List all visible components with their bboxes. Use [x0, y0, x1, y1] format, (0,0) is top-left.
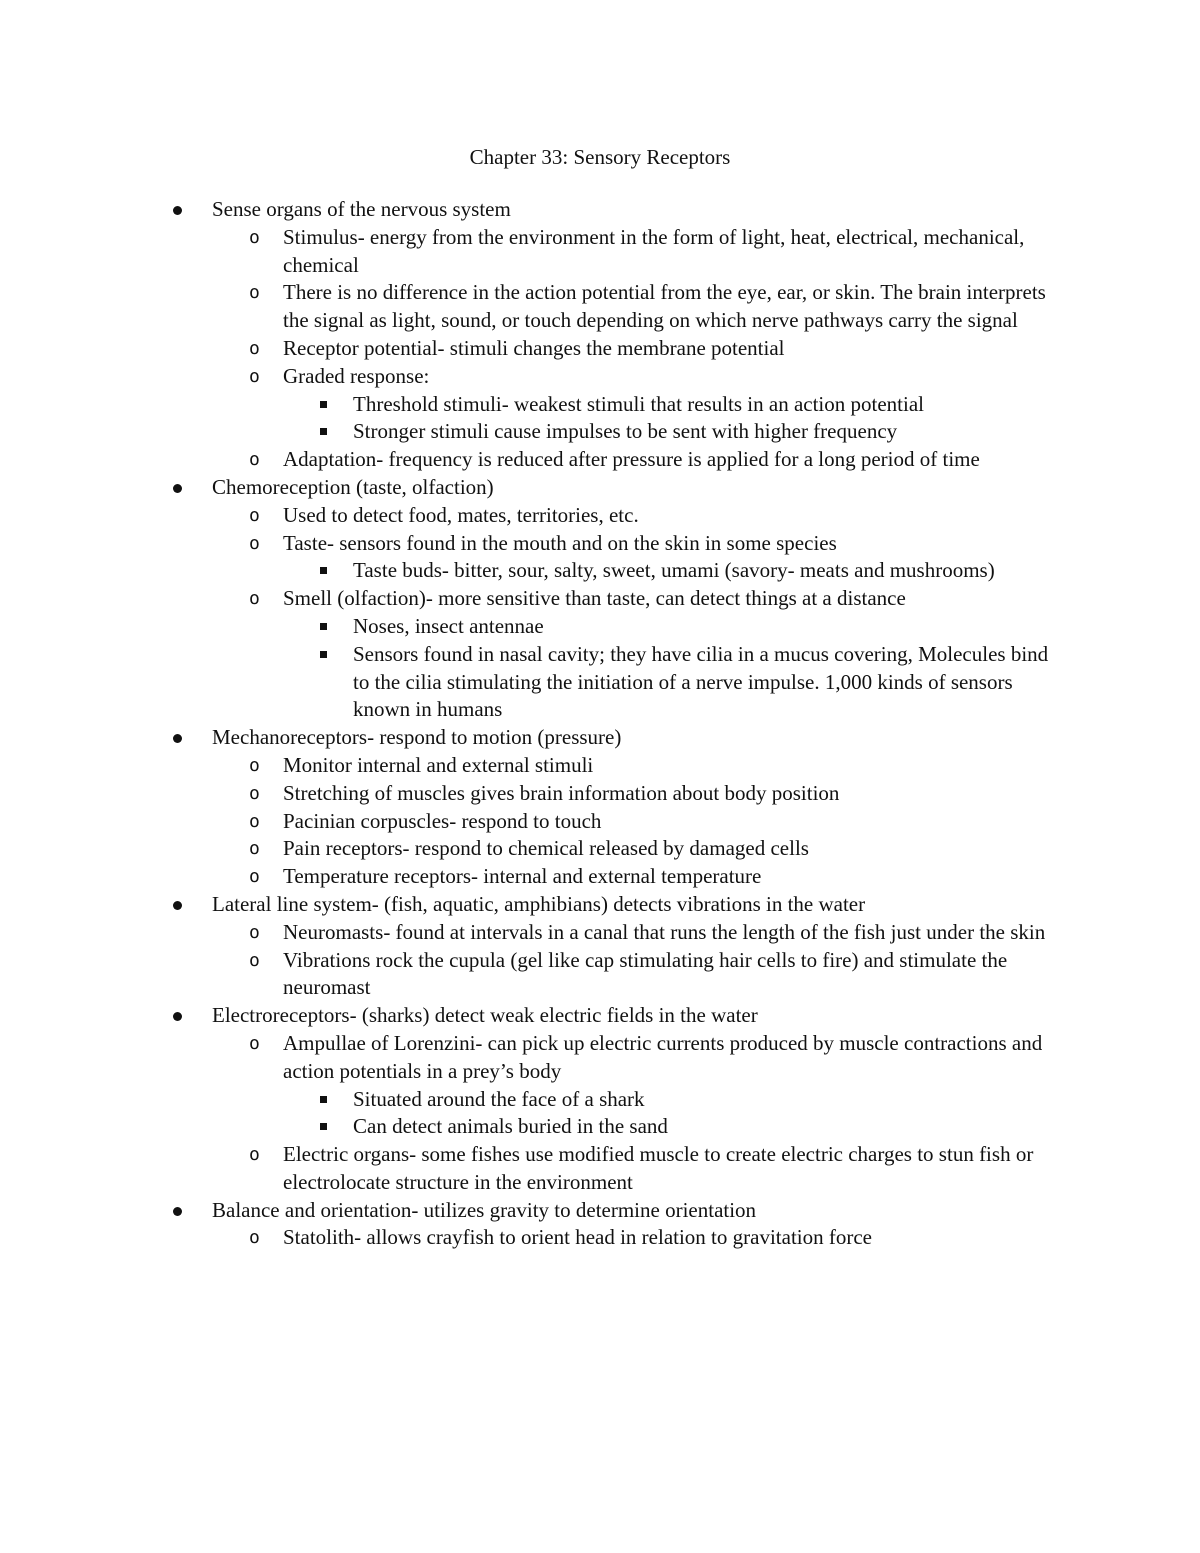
bullet-text: Balance and orientation- utilizes gravity to determine orientation — [212, 1197, 1062, 1225]
sub-sub-bullet-text: Threshold stimuli- weakest stimuli that results in an action potential — [353, 391, 1062, 419]
sub-list — [212, 502, 1062, 724]
sub-bullet-text: o Receptor potential- stimuli changes the membrane potential — [283, 335, 1062, 363]
sub-bullet-text: o Stretching of muscles gives brain information about body position — [283, 780, 1062, 808]
sub-sub-list — [283, 391, 1062, 447]
sub-bullet-item — [0, 363, 1062, 446]
sub-bullet-item — [0, 1030, 1062, 1141]
sub-list — [212, 919, 1062, 1002]
sub-bullet-item — [0, 530, 1062, 586]
sub-bullet-item — [0, 585, 1062, 724]
sub-bullet-item — [0, 224, 1062, 280]
sub-bullet-item — [0, 780, 1062, 808]
bullet-item — [0, 1002, 1200, 1197]
sub-sub-bullet-text: Sensors found in nasal cavity; they have cilia in a mucus covering, Molecules bind to the cilia stimulating the initiation of a nerve impulse. 1,000 kinds of sensors known in humans — [353, 641, 1062, 724]
outline-list — [0, 196, 1200, 1252]
sub-bullet-item — [0, 1224, 1062, 1252]
sub-bullet-item — [0, 947, 1062, 1003]
sub-bullet-text: o Neuromasts- found at intervals in a canal that runs the length of the fish just under the skin — [283, 919, 1062, 947]
sub-sub-bullet-item — [0, 641, 1062, 724]
sub-sub-bullet-item — [0, 613, 1062, 641]
sub-sub-bullet-item — [0, 1086, 1062, 1114]
page-title: Chapter 33: Sensory Receptors — [469, 145, 731, 169]
bullet-text: Lateral line system- (fish, aquatic, amphibians) detects vibrations in the water — [212, 891, 1062, 919]
sub-bullet-text: o Pacinian corpuscles- respond to touch — [283, 808, 1062, 836]
sub-bullet-item — [0, 835, 1062, 863]
bullet-item — [0, 196, 1200, 474]
sub-list — [212, 224, 1062, 474]
sub-bullet-text: o Smell (olfaction)- more sensitive than taste, can detect things at a distance — [283, 585, 1062, 613]
sub-bullet-text: o Statolith- allows crayfish to orient head in relation to gravitation force — [283, 1224, 1062, 1252]
sub-sub-bullet-item — [0, 557, 1062, 585]
sub-sub-list — [283, 557, 1062, 585]
sub-bullet-text: o Used to detect food, mates, territories, etc. — [283, 502, 1062, 530]
sub-sub-bullet-text: Taste buds- bitter, sour, salty, sweet, umami (savory- meats and mushrooms) — [353, 557, 1062, 585]
sub-sub-bullet-text: Noses, insect antennae — [353, 613, 1062, 641]
bullet-text: Sense organs of the nervous system — [212, 196, 1062, 224]
sub-sub-bullet-item — [0, 418, 1062, 446]
sub-sub-bullet-item — [0, 391, 1062, 419]
sub-bullet-item — [0, 863, 1062, 891]
sub-bullet-text: o Vibrations rock the cupula (gel like cap stimulating hair cells to fire) and stimulate the neuromast — [283, 947, 1062, 1003]
sub-bullet-text: o Graded response: — [283, 363, 1062, 391]
sub-bullet-text: o Adaptation- frequency is reduced after pressure is applied for a long period of time — [283, 446, 1062, 474]
sub-bullet-text: o Temperature receptors- internal and external temperature — [283, 863, 1062, 891]
bullet-item — [0, 891, 1200, 1002]
sub-bullet-text: o Electric organs- some fishes use modified muscle to create electric charges to stun fish or electrolocate structure in the environment — [283, 1141, 1062, 1197]
sub-sub-bullet-text: Situated around the face of a shark — [353, 1086, 1062, 1114]
sub-bullet-text: o Taste- sensors found in the mouth and on the skin in some species — [283, 530, 1062, 558]
sub-bullet-text: o Stimulus- energy from the environment in the form of light, heat, electrical, mechanical, chemical — [283, 224, 1062, 280]
sub-bullet-item — [0, 335, 1062, 363]
bullet-item — [0, 724, 1200, 891]
bullet-text: Mechanoreceptors- respond to motion (pressure) — [212, 724, 1062, 752]
sub-sub-list — [283, 1086, 1062, 1142]
sub-bullet-text: o Monitor internal and external stimuli — [283, 752, 1062, 780]
sub-bullet-item — [0, 752, 1062, 780]
sub-list — [212, 752, 1062, 891]
sub-bullet-item — [0, 446, 1062, 474]
sub-list — [212, 1224, 1062, 1252]
sub-bullet-item — [0, 1141, 1062, 1197]
sub-bullet-item — [0, 502, 1062, 530]
bullet-item — [0, 474, 1200, 724]
sub-bullet-text: o There is no difference in the action potential from the eye, ear, or skin. The brain interprets the signal as light, sound, or touch depending on which nerve pathways carry the signal — [283, 279, 1062, 335]
sub-bullet-text: o Pain receptors- respond to chemical released by damaged cells — [283, 835, 1062, 863]
sub-bullet-item — [0, 808, 1062, 836]
sub-bullet-text: o Ampullae of Lorenzini- can pick up electric currents produced by muscle contractions and action potentials in a prey’s body — [283, 1030, 1062, 1086]
sub-sub-list — [283, 613, 1062, 724]
bullet-item — [0, 1197, 1200, 1253]
sub-list — [212, 1030, 1062, 1197]
bullet-text: Chemoreception (taste, olfaction) — [212, 474, 1062, 502]
sub-bullet-item — [0, 919, 1062, 947]
sub-sub-bullet-text: Can detect animals buried in the sand — [353, 1113, 1062, 1141]
sub-sub-bullet-text: Stronger stimuli cause impulses to be sent with higher frequency — [353, 418, 1062, 446]
bullet-text: Electroreceptors- (sharks) detect weak electric fields in the water — [212, 1002, 1062, 1030]
sub-bullet-item — [0, 279, 1062, 335]
sub-sub-bullet-item — [0, 1113, 1062, 1141]
